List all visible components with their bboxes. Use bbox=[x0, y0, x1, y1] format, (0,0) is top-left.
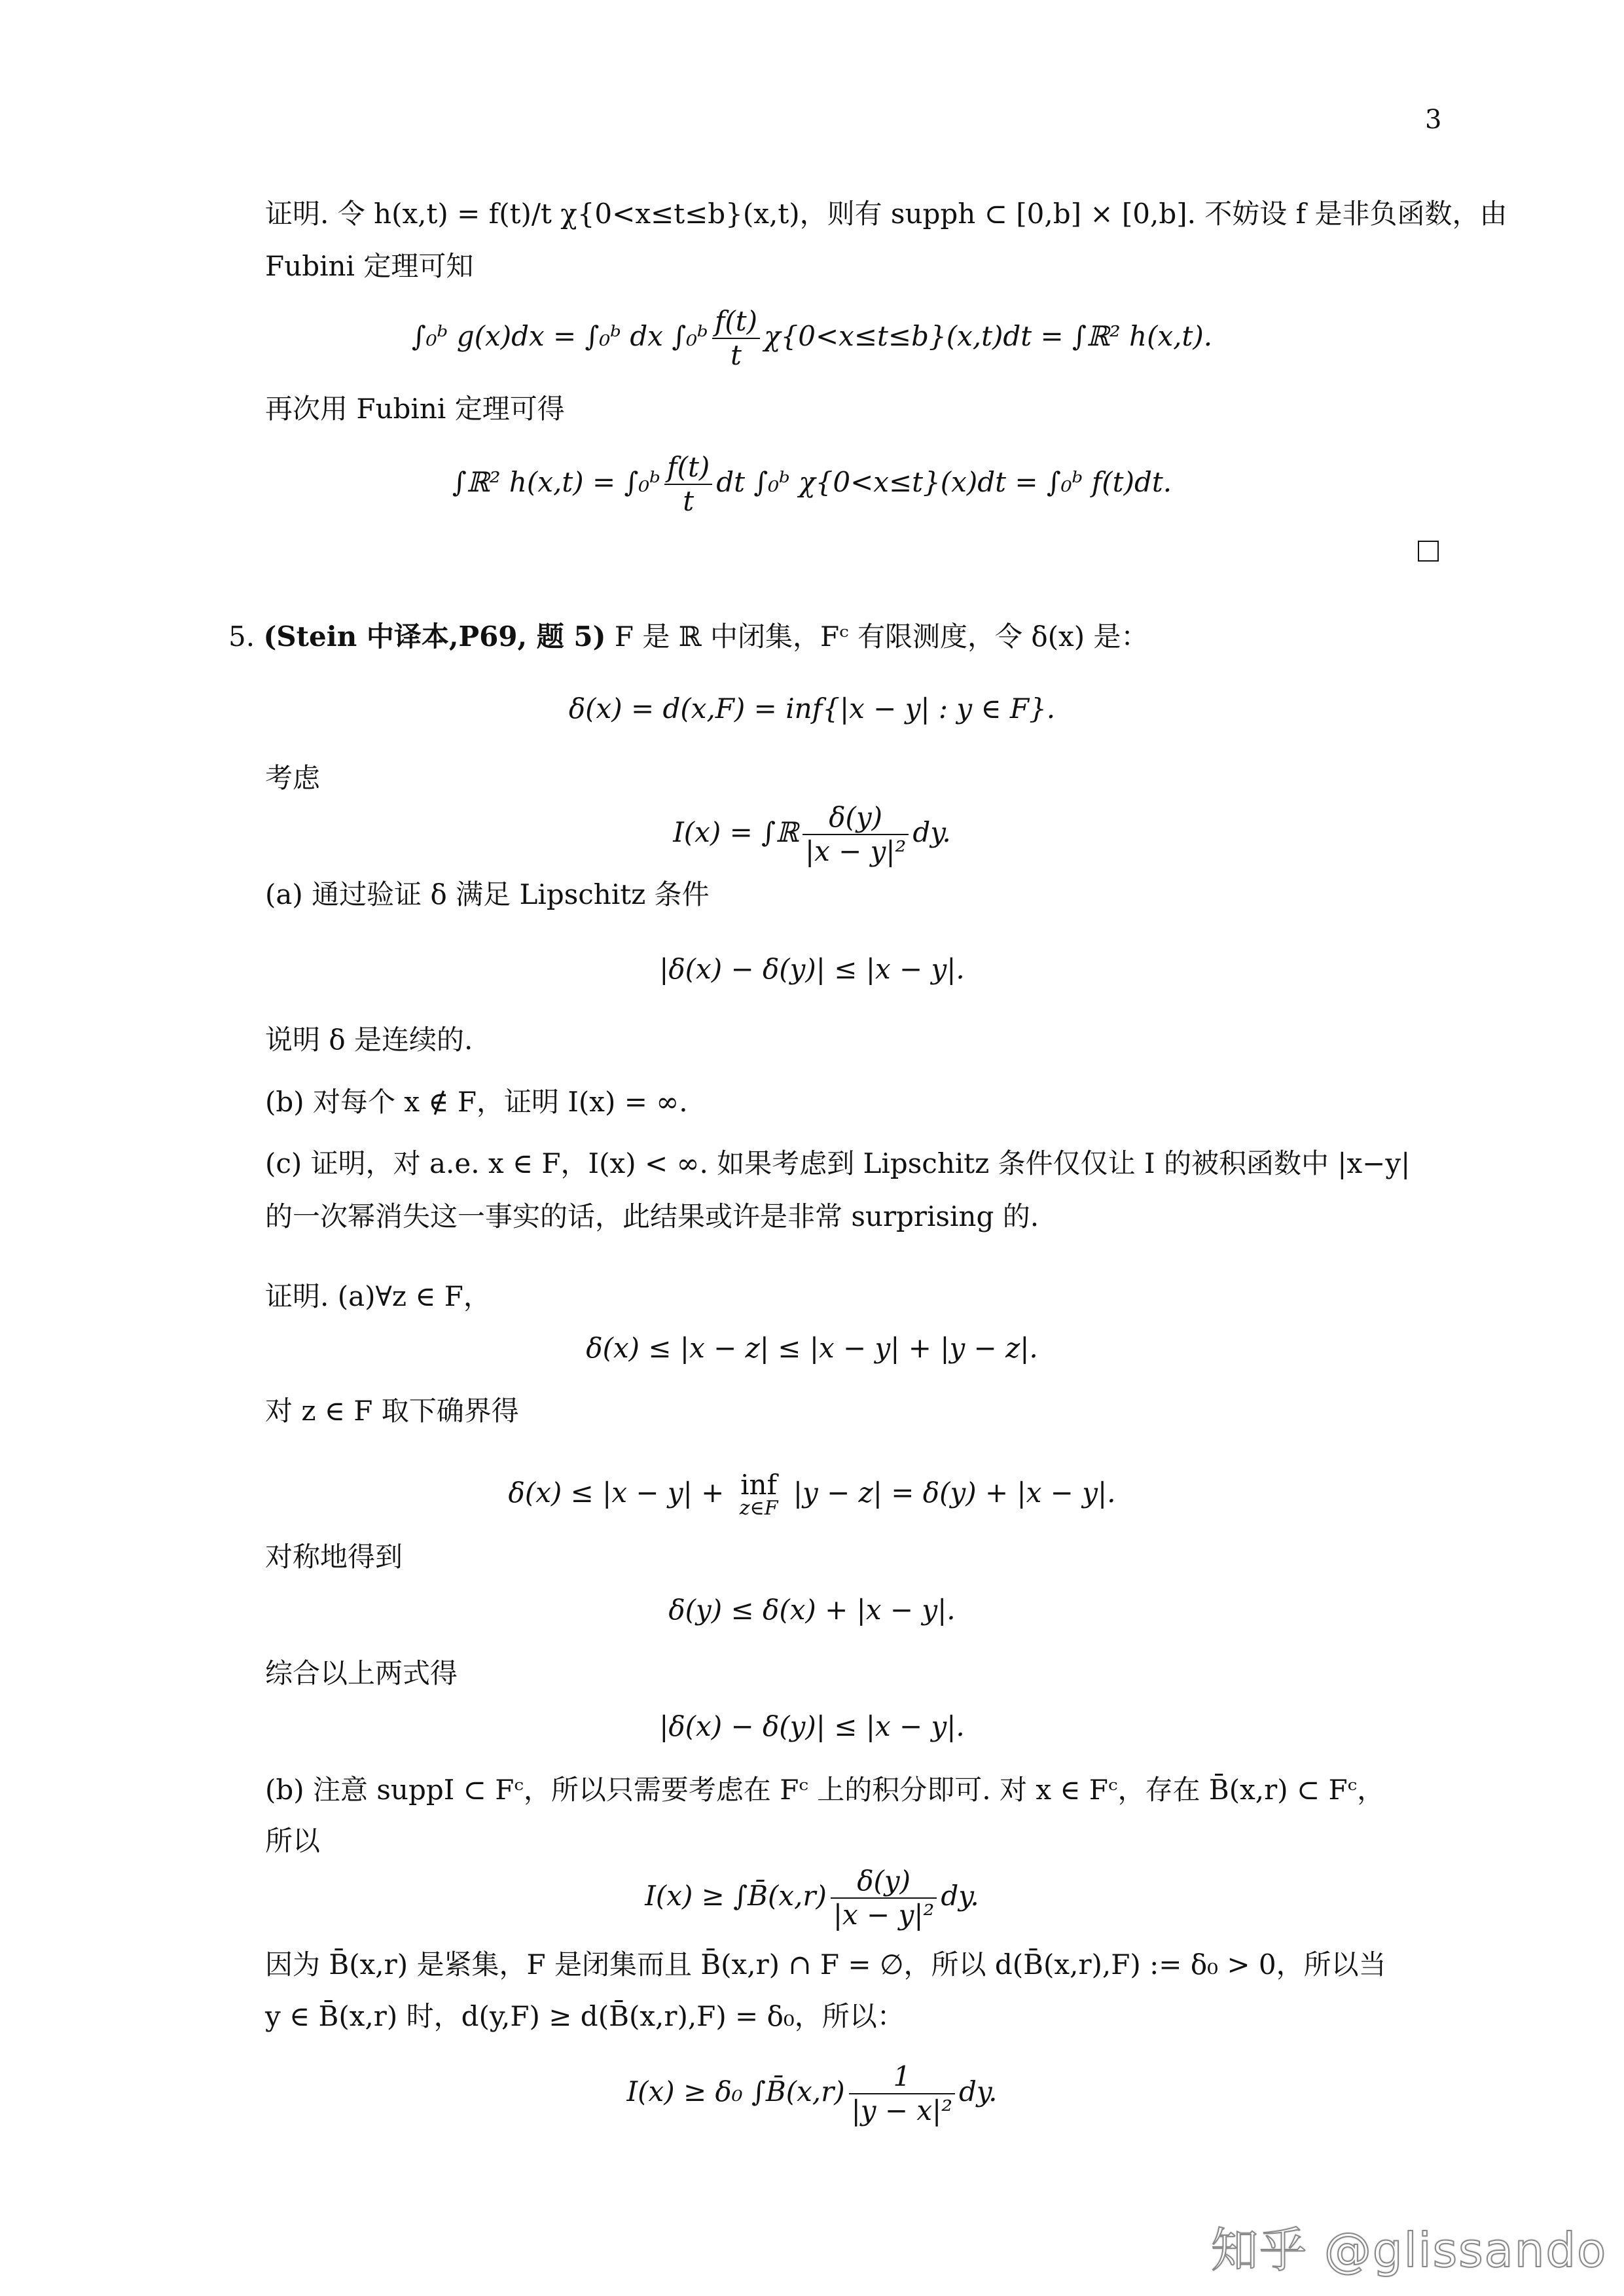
proof-line: 对称地得到 bbox=[265, 1541, 403, 1573]
proof-line: 对 z ∈ F 取下确界得 bbox=[265, 1395, 519, 1427]
inf-label: inf bbox=[740, 1469, 778, 1501]
eq-part: I(x) ≥ δ₀ ∫B̄(x,r) bbox=[626, 2075, 845, 2108]
problem-text: (b) 对每个 x ∉ F，证明 I(x) = ∞. bbox=[265, 1086, 688, 1118]
eq-part: I(x) ≥ ∫B̄(x,r) bbox=[645, 1880, 827, 1912]
problem-text: 的一次幂消失这一事实的话，此结果或许是非常 surprising 的. bbox=[265, 1200, 1039, 1232]
eq-part: I(x) = ∫ℝ bbox=[673, 816, 799, 848]
problem-text: F 是 ℝ 中闭集，Fᶜ 有限测度，令 δ(x) 是： bbox=[614, 620, 1149, 653]
equation bbox=[0, 801, 1624, 867]
equation: |δ(x) − δ(y)| ≤ |x − y|. bbox=[659, 1710, 965, 1742]
proof-line: 再次用 Fubini 定理可得 bbox=[265, 393, 565, 425]
problem-text: 考虑 bbox=[265, 762, 321, 794]
inf-subscript: z∈F bbox=[739, 1497, 778, 1520]
fraction bbox=[664, 451, 712, 517]
eq-part: ∫₀ᵇ g(x)dx = ∫₀ᵇ dx ∫₀ᵇ bbox=[411, 320, 708, 352]
equation bbox=[0, 1867, 1624, 1929]
proof-line: y ∈ B̄(x,r) 时，d(y,F) ≥ d(B̄(x,r),F) = δ₀，所以： bbox=[265, 2000, 905, 2032]
numerator: δ(y) bbox=[831, 1867, 937, 1899]
proof-line: 因为 B̄(x,r) 是紧集，F 是闭集而且 B̄(x,r) ∩ F = ∅，所以 d(B̄(x,r),F) := δ₀ > 0，所以当 bbox=[265, 1948, 1386, 1981]
numerator: f(t) bbox=[712, 308, 760, 339]
equation bbox=[0, 305, 1624, 371]
eq-part: dy. bbox=[959, 2075, 998, 2108]
eq-part: dy. bbox=[941, 1880, 979, 1912]
proof-line: Fubini 定理可知 bbox=[265, 250, 474, 282]
equation: δ(y) ≤ δ(x) + |x − y|. bbox=[668, 1594, 956, 1626]
proof-line: 综合以上两式得 bbox=[265, 1657, 458, 1689]
eq-part: χ{0<x≤t≤b}(x,t)dt = ∫ℝ² h(x,t). bbox=[764, 320, 1213, 352]
denominator: |x − y|² bbox=[804, 835, 907, 867]
proof-line: 证明. (a)∀z ∈ F， bbox=[265, 1280, 491, 1312]
problem-heading bbox=[228, 620, 1149, 653]
proof-line: (b) 注意 suppI ⊂ Fᶜ，所以只需要考虑在 Fᶜ 上的积分即可. 对 x ∈ Fᶜ，存在 B̄(x,r) ⊂ Fᶜ， bbox=[265, 1774, 1385, 1806]
fraction bbox=[831, 1867, 937, 1929]
problem-text: (c) 证明，对 a.e. x ∈ F，I(x) < ∞. 如果考虑到 Lipschitz 条件仅仅让 I 的被积函数中 |x−y| bbox=[265, 1147, 1411, 1179]
equation bbox=[0, 1471, 1624, 1518]
equation bbox=[0, 451, 1624, 517]
proof-line: 所以 bbox=[265, 1825, 321, 1857]
fraction bbox=[803, 801, 909, 867]
denominator: |x − y|² bbox=[833, 1899, 935, 1931]
equation bbox=[0, 2060, 1624, 2126]
numerator: 1 bbox=[849, 2063, 955, 2094]
page-number: 3 bbox=[1425, 105, 1442, 135]
equation: δ(x) = d(x,F) = inf{|x − y| : y ∈ F}. bbox=[568, 692, 1056, 725]
eq-part: dt ∫₀ᵇ χ{0<x≤t}(x)dt = ∫₀ᵇ f(t)dt. bbox=[716, 466, 1172, 498]
inf-operator bbox=[737, 1471, 781, 1518]
qed-symbol bbox=[1418, 541, 1439, 562]
problem-source: (Stein 中译本,P69, 题 5) bbox=[263, 620, 606, 653]
equation: δ(x) ≤ |x − z| ≤ |x − y| + |y − z|. bbox=[586, 1332, 1038, 1364]
eq-part: ∫ℝ² h(x,t) = ∫₀ᵇ bbox=[452, 466, 661, 498]
numerator: f(t) bbox=[664, 454, 712, 485]
problem-number: 5. bbox=[228, 620, 255, 653]
fraction bbox=[712, 305, 760, 371]
denominator: |y − x|² bbox=[851, 2094, 953, 2126]
watermark: 知乎 @glissando bbox=[1211, 2223, 1608, 2278]
equation: |δ(x) − δ(y)| ≤ |x − y|. bbox=[659, 953, 965, 985]
eq-part: δ(x) ≤ |x − y| + bbox=[508, 1477, 733, 1509]
problem-text: (a) 通过验证 δ 满足 Lipschitz 条件 bbox=[265, 878, 710, 910]
eq-part: |y − z| = δ(y) + |x − y|. bbox=[784, 1477, 1116, 1509]
fraction bbox=[849, 2060, 955, 2126]
proof-line: 证明. 令 h(x,t) = f(t)/t χ{0<x≤t≤b}(x,t)，则有 supph ⊂ [0,b] × [0,b]. 不妨设 f 是非负函数，由 bbox=[265, 198, 1507, 230]
problem-text: 说明 δ 是连续的. bbox=[265, 1024, 473, 1056]
numerator: δ(y) bbox=[803, 804, 909, 835]
denominator: t bbox=[731, 339, 742, 371]
denominator: t bbox=[683, 485, 695, 517]
eq-part: dy. bbox=[912, 816, 951, 848]
